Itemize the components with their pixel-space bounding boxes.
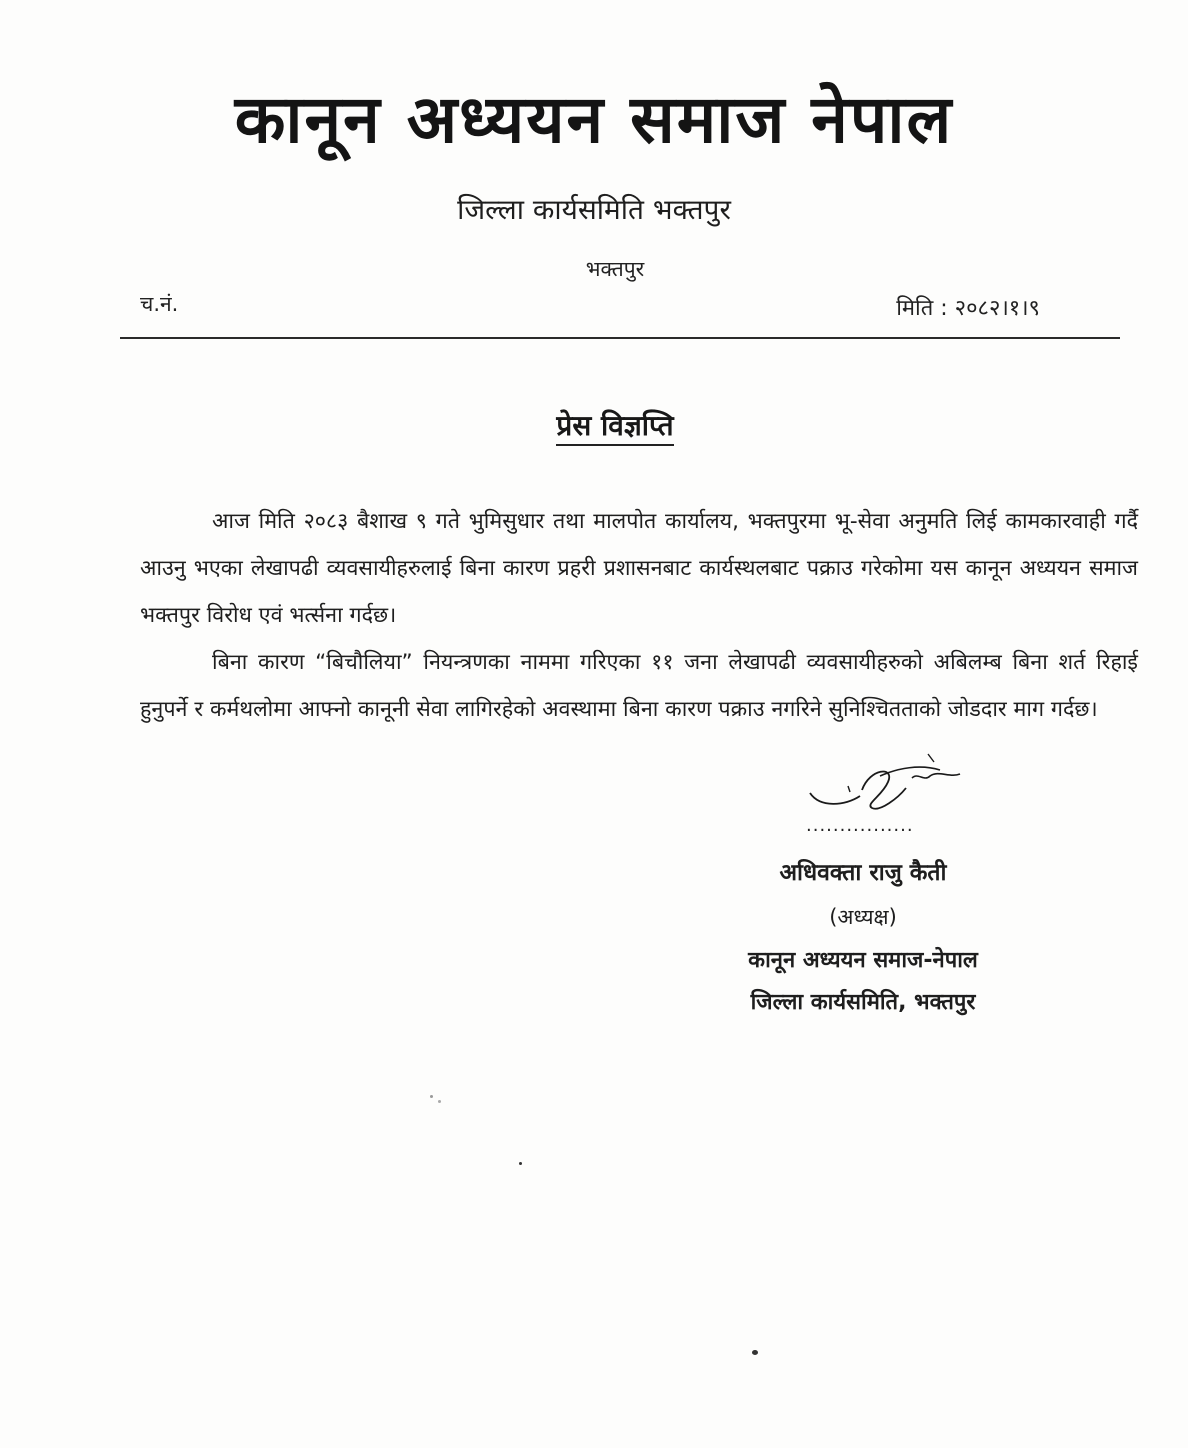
notice-body <box>140 498 1138 733</box>
header-divider <box>120 337 1120 339</box>
scan-speck <box>438 1100 441 1103</box>
district-committee: जिल्ला कार्यसमिति भक्तपुर <box>457 193 731 226</box>
document-date: मिति : २०८२।१।९ <box>896 296 1040 321</box>
reference-number: च.नं. <box>140 292 179 316</box>
body-paragraph: बिना कारण “बिचौलिया” नियन्त्रणका नाममा गरिएका ११ जना लेखापढी व्यवसायीहरुको अबिलम्ब बिना शर्त रिहाई हुनुपर्ने र कर्मथलोमा आफ्नो कानूनी सेवा लागिरहेको अवस्थामा बिना कारण पक्राउ नगरिने सुनिश्चितताको जोडदार माग गर्दछ। <box>140 650 1138 722</box>
handwritten-signature <box>800 748 970 818</box>
signatory-block <box>700 852 1026 1024</box>
scan-speck <box>519 1162 522 1165</box>
organization-title: कानून अध्ययन समाज नेपाल <box>234 81 954 158</box>
city-name: भक्तपुर <box>585 257 645 281</box>
signature-line: ................ <box>806 815 914 836</box>
body-paragraph: आज मिति २०८३ बैशाख ९ गते भुमिसुधार तथा मालपोत कार्यालय, भक्तपुरमा भू-सेवा अनुमति लिई कामकारवाही गर्दै आउनु भएका लेखापढी व्यवसायीहरुलाई बिना कारण प्रहरी प्रशासनबाट कार्यस्थलबाट पक्राउ गरेकोमा यस कानून अध्ययन समाज भक्तपुर विरोध एवं भर्त्सना गर्दछ। <box>140 509 1138 628</box>
notice-title <box>0 406 1188 444</box>
scan-speck <box>752 1350 758 1355</box>
signatory-organization: कानून अध्ययन समाज-नेपाल <box>748 948 978 973</box>
scan-speck <box>430 1095 433 1098</box>
signatory-role: (अध्यक्ष) <box>829 905 897 929</box>
signatory-district: जिल्ला कार्यसमिति, भक्तपुर <box>750 990 976 1015</box>
notice-title-text: प्रेस विज्ञप्ति <box>556 409 673 446</box>
signatory-name: अधिवक्ता राजु कैती <box>779 860 947 886</box>
